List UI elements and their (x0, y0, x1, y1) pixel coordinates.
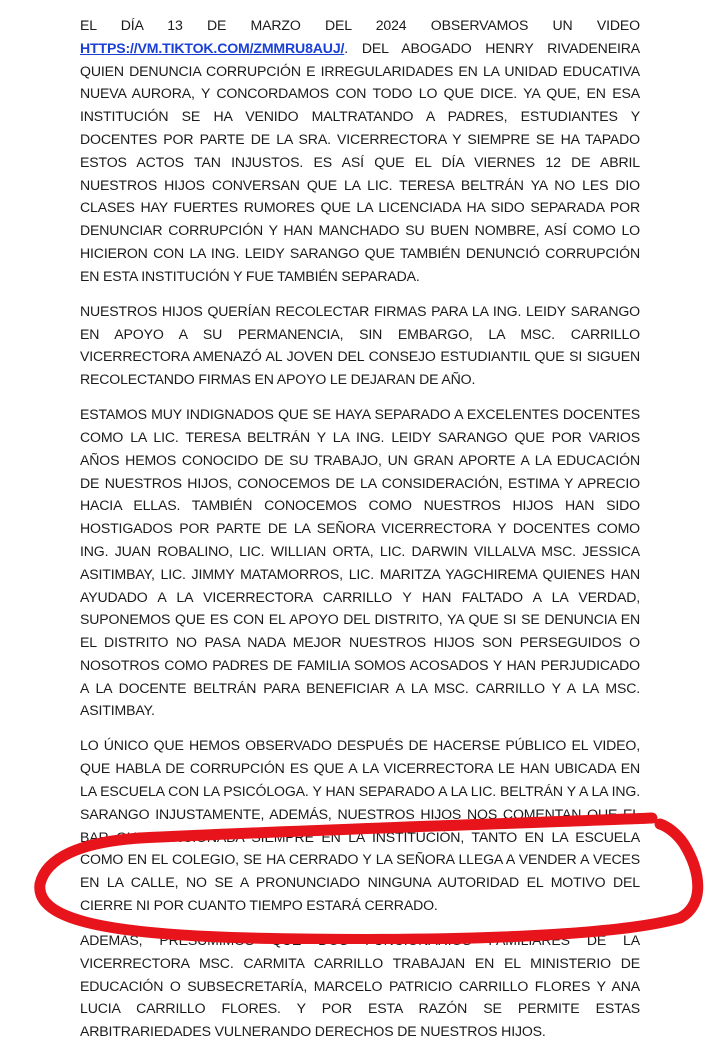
paragraph-1-intro: EL DÍA 13 DE MARZO DEL 2024 OBSERVAMOS UN VIDEO (80, 17, 640, 33)
paragraph-1-body: . DEL ABOGADO HENRY RIVADENEIRA QUIEN DENUNCIA CORRUPCIÓN E IRREGULARIDADES EN LA UNIDAD EDUCATIVA NUEVA AURORA, Y CONCORDAMOS CON TODO LO QUE DICE. YA QUE, EN ESA INSTITUCIÓN SE HA VENIDO MALTRATANDO A PADRES, ESTUDIANTES Y DOCENTES POR PARTE DE LA SRA. VICERRECTORA Y SIEMPRE SE HA TAPADO ESTOS ACTOS TAN INJUSTOS. ES ASÍ QUE EL DÍA VIERNES 12 DE ABRIL NUESTROS HIJOS CONVERSAN QUE LA LIC. TERESA BELTRÁN YA NO LES DIO CLASES HAY FUERTES RUMORES QUE LA LICENCIADA HA SIDO SEPARADA POR DENUNCIAR CORRUPCIÓN Y HAN MANCHADO SU BUEN NOMBRE, ASÍ COMO LO HICIERON CON LA ING. LEIDY SARANGO QUE TAMBIÉN DENUNCIÓ CORRUPCIÓN EN ESTA INSTITUCIÓN Y FUE TAMBIÉN SEPARADA. (80, 39, 640, 284)
paragraph-2: NUESTROS HIJOS QUERÍAN RECOLECTAR FIRMAS PARA LA ING. LEIDY SARANGO EN APOYO A SU PERMANENCIA, SIN EMBARGO, LA MSC. CARRILLO VICERRECTORA AMENAZÓ AL JOVEN DEL CONSEJO ESTUDIANTIL QUE SI SIGUEN RECOLECTANDO FIRMAS EN APOYO LE DEJARAN DE AÑO. (80, 302, 640, 388)
document-body (80, 14, 640, 1055)
paragraph-5-highlighted: ADEMÁS, PRESUMIMOS QUE DOS FUNCIONARIOS FAMILIARES DE LA VICERRECTORA MSC. CARMITA CARRILLO TRABAJAN EN EL MINISTERIO DE EDUCACIÓN O SUBSECRETARÍA, MARCELO PATRICIO CARRILLO FLORES Y ANA LUCIA CARRILLO FLORES. Y POR ESTA RAZÓN SE PERMITE ESTAS ARBITRARIEDADES VULNERANDO DERECHOS DE NUESTROS HIJOS. (80, 932, 640, 1040)
paragraph-3: ESTAMOS MUY INDIGNADOS QUE SE HAYA SEPARADO A EXCELENTES DOCENTES COMO LA LIC. TERESA BELTRÁN Y LA ING. LEIDY SARANGO QUE POR VARIOS AÑOS HEMOS CONOCIDO DE SU TRABAJO, UN GRAN APORTE A LA EDUCACIÓN DE NUESTROS HIJOS, CONOCEMOS DE LA CONSIDERACIÓN, ESTIMA Y APRECIO HACIA ELLAS. TAMBIÉN CONOCEMOS COMO NUESTROS HIJOS HAN SIDO HOSTIGADOS POR PARTE DE LA SEÑORA VICERRECTORA Y DOCENTES COMO ING. JUAN ROBALINO, LIC. WILLIAN ORTA, LIC. DARWIN VILLALVA MSC. JESSICA ASITIMBAY, LIC. JIMMY MATAMORROS, LIC. MARITZA YAGCHIREMA QUIENES HAN AYUDADO A LA VICERRECTORA CARRILLO Y HAN FALTADO A LA VERDAD, SUPONEMOS QUE ES CON EL APOYO DEL DISTRITO, YA QUE SI SE DENUNCIA EN EL DISTRITO NO PASA NADA MEJOR NUESTROS HIJOS SON PERSEGUIDOS O NOSOTROS COMO PADRES DE FAMILIA SOMOS ACOSADOS Y HAN PERJUDICADO A LA DOCENTE BELTRÁN PARA BENEFICIAR A LA MSC. CARRILLO Y A LA MSC. ASITIMBAY. (80, 406, 640, 719)
paragraph-1 (80, 14, 640, 288)
paragraph-4: LO ÚNICO QUE HEMOS OBSERVADO DESPUÉS DE HACERSE PÚBLICO EL VIDEO, QUE HABLA DE CORRUPCIÓN ES QUE A LA VICERRECTORA LE HAN UBICADA EN LA ESCUELA CON LA PSICÓLOGA. Y HAN SEPARADO A LA LIC. BELTRÁN Y A LA ING. SARANGO INJUSTAMENTE, ADEMÁS, NUESTROS HIJOS NOS COMENTAN QUE EL BAR QUE FUNCIONABA SIEMPRE EN LA INSTITUCIÓN, TANTO EN LA ESCUELA COMO EN EL COLEGIO, SE HA CERRADO Y LA SEÑORA LLEGA A VENDER A VECES EN LA CALLE, NO SE A PRONUNCIADO NINGUNA AUTORIDAD EL MOTIVO DEL CIERRE NI POR CUANTO TIEMPO ESTARÁ CERRADO. (80, 737, 640, 914)
tiktok-video-link[interactable]: HTTPS://VM.TIKTOK.COM/ZMMRU8AUJ/ (80, 39, 345, 56)
